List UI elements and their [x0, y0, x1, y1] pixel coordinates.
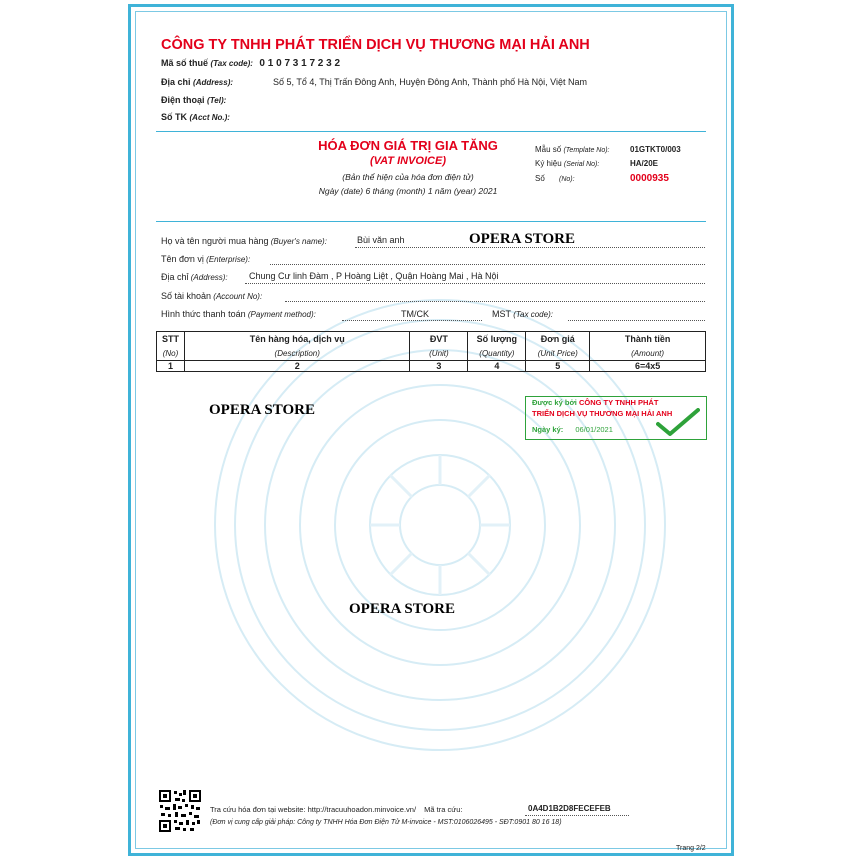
company-address-label-en: (Address): — [193, 78, 234, 87]
invoice-title: HÓA ĐƠN GIÁ TRỊ GIA TĂNG — [318, 138, 498, 153]
buyer-tax-line — [568, 320, 705, 321]
lookup-url[interactable]: http://tracuuhoadon.minvoice.vn/ — [307, 805, 417, 814]
invoice-title-en: (VAT INVOICE) — [370, 155, 446, 167]
enterprise-label-group — [161, 254, 250, 264]
store-stamp: OPERA STORE — [349, 601, 456, 617]
table-number-row — [157, 361, 706, 372]
invoice-number: 0000935 — [630, 173, 669, 184]
col-header: ĐVT — [410, 332, 468, 347]
buyer-name-label-group — [161, 236, 327, 246]
payment-label-en: (Payment method): — [247, 310, 316, 319]
enterprise-label: Tên đơn vị — [161, 254, 204, 264]
buyer-account-line — [285, 301, 705, 302]
store-stamp: OPERA STORE — [209, 402, 316, 418]
invoice-date: Ngày (date) 6 tháng (month) 1 năm (year) 2021 — [318, 186, 498, 196]
col-number: 2 — [184, 361, 410, 372]
template-no: 01GTKT0/003 — [630, 145, 681, 154]
serial-no: HA/20E — [630, 159, 659, 168]
col-number: 4 — [468, 361, 526, 372]
col-header-en: (Amount) — [590, 346, 706, 361]
buyer-tax-label-group — [492, 309, 553, 319]
company-phone-label-group — [161, 95, 226, 105]
company-address: Số 5, Tổ 4, Thị Trấn Đông Anh, Huyện Đông Anh, Thành phố Hà Nội, Việt Nam — [273, 77, 588, 87]
enterprise-label-en: (Enterprise): — [206, 255, 251, 264]
col-number: 5 — [526, 361, 590, 372]
col-header: STT — [157, 332, 185, 347]
signature-date-row — [532, 425, 613, 434]
template-label: Mẫu số — [535, 145, 562, 154]
col-header: Đơn giá — [526, 332, 590, 347]
template-label-en: (Template No): — [563, 147, 610, 154]
title-divider — [156, 221, 706, 222]
buyer-tax-label-en: (Tax code): — [513, 310, 553, 319]
company-address-label-group — [161, 77, 233, 87]
buyer-address-label-group — [161, 272, 228, 282]
serial-label-group — [535, 159, 599, 168]
signed-by-company-2: TRIỂN DỊCH VỤ THƯƠNG MẠI HẢI ANH — [532, 409, 673, 418]
items-table — [156, 331, 706, 372]
lookup-row — [210, 805, 463, 814]
table-header-row — [157, 332, 706, 347]
company-account-label: Số TK — [161, 112, 187, 122]
signature-date: 06/01/2021 — [575, 425, 613, 434]
page-number: Trang 2/2 — [676, 845, 706, 852]
tax-code-label: Mã số thuế — [161, 58, 209, 68]
col-header: Tên hàng hóa, dịch vụ — [184, 332, 410, 347]
serial-label: Ký hiệu — [535, 159, 562, 168]
provider-note: (Đơn vị cung cấp giải pháp: Công ty TNHH Hóa Đơn Điện Tử M-invoice - MST:0106026495 - SĐT:0901 80 16 18) — [210, 819, 562, 826]
col-header: Thành tiền — [590, 332, 706, 347]
buyer-address-line — [245, 283, 705, 284]
number-label-en: (No): — [559, 176, 575, 183]
col-header-en: (No) — [157, 346, 185, 361]
company-address-label: Địa chỉ — [161, 77, 191, 87]
company-phone-label-en: (Tel): — [207, 96, 227, 105]
col-header-en: (Unit) — [410, 346, 468, 361]
col-number: 6=4x5 — [590, 361, 706, 372]
buyer-tax-label: MST — [492, 309, 511, 319]
buyer-account-label: Số tài khoản — [161, 291, 212, 301]
template-label-group — [535, 145, 610, 154]
tax-code-label-en: (Tax code): — [210, 59, 253, 68]
buyer-address-label-en: (Address): — [190, 273, 228, 282]
company-account-label-group — [161, 112, 230, 122]
buyer-account-label-group — [161, 291, 262, 301]
number-label: Số — [535, 174, 545, 183]
col-number: 3 — [410, 361, 468, 372]
company-name: CÔNG TY TNHH PHÁT TRIỂN DỊCH VỤ THƯƠNG MẠI HẢI ANH — [161, 37, 590, 53]
buyer-name-label: Họ và tên người mua hàng — [161, 236, 269, 246]
col-header-en: (Quantity) — [468, 346, 526, 361]
buyer-account-label-en: (Account No): — [213, 292, 263, 301]
col-header: Số lượng — [468, 332, 526, 347]
tax-code-row — [161, 58, 340, 69]
buyer-address: Chung Cư linh Đàm , P Hoàng Liệt , Quận Hoàng Mai , Hà Nội — [249, 271, 499, 281]
serial-label-en: (Serial No): — [563, 161, 600, 168]
payment-line — [342, 320, 482, 321]
lookup-code-line — [525, 815, 629, 816]
buyer-name: Bùi văn anh — [357, 235, 405, 245]
checkmark-icon — [656, 408, 700, 436]
lookup-code: 0A4D1B2D8FECEFEB — [528, 804, 611, 813]
lookup-label: Tra cứu hóa đơn tại website: — [210, 805, 306, 814]
qr-code-icon — [158, 789, 202, 833]
payment-label-group — [161, 309, 316, 319]
signed-by-label: Được ký bởi — [532, 398, 577, 407]
payment-label: Hình thức thanh toán — [161, 309, 246, 319]
tax-code-value: 0 1 0 7 3 1 7 2 3 2 — [259, 58, 341, 69]
store-stamp: OPERA STORE — [469, 231, 576, 247]
col-header-en: (Description) — [184, 346, 410, 361]
payment-method: TM/CK — [401, 309, 429, 319]
buyer-address-label: Địa chỉ — [161, 272, 189, 282]
header-divider — [156, 131, 706, 132]
lookup-code-label: Mã tra cứu: — [424, 805, 463, 814]
enterprise-line — [270, 264, 705, 265]
col-number: 1 — [157, 361, 185, 372]
signature-date-label: Ngày ký: — [532, 425, 564, 434]
company-phone-label: Điện thoại — [161, 95, 205, 105]
invoice-subtitle: (Bản thể hiện của hóa đơn điện tử) — [342, 172, 474, 182]
signed-by-company-1: CÔNG TY TNHH PHÁT — [578, 398, 659, 407]
signature-line-1 — [532, 398, 658, 407]
buyer-name-label-en: (Buyer's name): — [270, 237, 327, 246]
number-label-group — [535, 174, 575, 183]
col-header-en: (Unit Price) — [526, 346, 590, 361]
table-header-en-row — [157, 346, 706, 361]
company-account-label-en: (Acct No.): — [189, 113, 230, 122]
